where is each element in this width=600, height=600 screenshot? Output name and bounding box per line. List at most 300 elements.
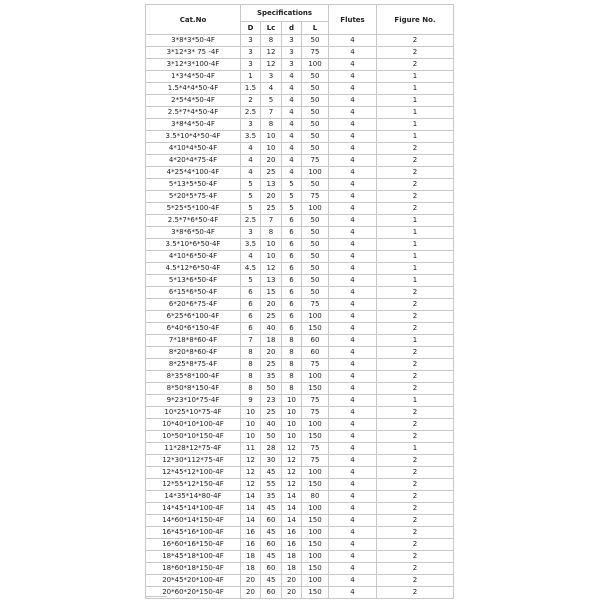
d-cell: 10 — [241, 431, 261, 443]
flutes-cell: 4 — [329, 383, 377, 395]
d-cell: 3 — [241, 47, 261, 59]
d-shank-cell: 18 — [282, 563, 302, 575]
lc-cell: 5 — [261, 95, 282, 107]
table-row — [146, 287, 454, 299]
flutes-cell: 4 — [329, 587, 377, 599]
l-cell: 150 — [302, 539, 329, 551]
d-shank-cell: 8 — [282, 359, 302, 371]
flutes-cell: 4 — [329, 35, 377, 47]
cat-no-cell: 3.5*10*6*50-4F — [146, 239, 241, 251]
d-cell: 2.5 — [241, 215, 261, 227]
table-body — [146, 35, 454, 599]
header-flutes: Flutes — [329, 5, 377, 35]
figure-no-cell: 1 — [377, 335, 454, 347]
flutes-cell: 4 — [329, 107, 377, 119]
d-cell: 5 — [241, 275, 261, 287]
flutes-cell: 4 — [329, 479, 377, 491]
l-cell: 150 — [302, 587, 329, 599]
d-shank-cell: 4 — [282, 95, 302, 107]
flutes-cell: 4 — [329, 179, 377, 191]
d-shank-cell: 10 — [282, 431, 302, 443]
cat-no-cell: 14*60*14*150-4F — [146, 515, 241, 527]
cat-no-cell: 8*50*8*150-4F — [146, 383, 241, 395]
lc-cell: 45 — [261, 527, 282, 539]
d-shank-cell: 14 — [282, 515, 302, 527]
d-cell: 16 — [241, 539, 261, 551]
flutes-cell: 4 — [329, 467, 377, 479]
l-cell: 50 — [302, 287, 329, 299]
d-shank-cell: 6 — [282, 275, 302, 287]
d-shank-cell: 18 — [282, 551, 302, 563]
flutes-cell: 4 — [329, 167, 377, 179]
figure-no-cell: 1 — [377, 443, 454, 455]
lc-cell: 13 — [261, 275, 282, 287]
cat-no-cell: 14*45*14*100-4F — [146, 503, 241, 515]
flutes-cell: 4 — [329, 95, 377, 107]
d-shank-cell: 4 — [282, 107, 302, 119]
cat-no-cell: 2*5*4*50-4F — [146, 95, 241, 107]
l-cell: 150 — [302, 323, 329, 335]
lc-cell: 10 — [261, 143, 282, 155]
d-shank-cell: 6 — [282, 251, 302, 263]
cat-no-cell: 10*25*10*75-4F — [146, 407, 241, 419]
header-specifications: Specifications — [241, 5, 329, 22]
cat-no-cell: 6*25*6*100-4F — [146, 311, 241, 323]
figure-no-cell: 1 — [377, 215, 454, 227]
l-cell: 100 — [302, 167, 329, 179]
cat-no-cell: 8*20*8*60-4F — [146, 347, 241, 359]
lc-cell: 35 — [261, 371, 282, 383]
header-d-lower: d — [282, 22, 302, 35]
d-shank-cell: 5 — [282, 179, 302, 191]
lc-cell: 25 — [261, 311, 282, 323]
flutes-cell: 4 — [329, 263, 377, 275]
lc-cell: 7 — [261, 107, 282, 119]
lc-cell: 20 — [261, 155, 282, 167]
d-cell: 20 — [241, 575, 261, 587]
lc-cell: 40 — [261, 419, 282, 431]
cat-no-cell: 18*45*18*100-4F — [146, 551, 241, 563]
flutes-cell: 4 — [329, 275, 377, 287]
lc-cell: 20 — [261, 191, 282, 203]
d-cell: 4 — [241, 155, 261, 167]
d-cell: 4 — [241, 251, 261, 263]
lc-cell: 8 — [261, 227, 282, 239]
cat-no-cell: 5*13*6*50-4F — [146, 275, 241, 287]
l-cell: 150 — [302, 383, 329, 395]
flutes-cell: 4 — [329, 335, 377, 347]
d-cell: 12 — [241, 455, 261, 467]
flutes-cell: 4 — [329, 563, 377, 575]
flutes-cell: 4 — [329, 155, 377, 167]
header-cat-no: Cat.No — [146, 5, 241, 35]
cat-no-cell: 5*13*5*50-4F — [146, 179, 241, 191]
d-cell: 3 — [241, 119, 261, 131]
d-shank-cell: 4 — [282, 83, 302, 95]
d-cell: 9 — [241, 395, 261, 407]
d-cell: 20 — [241, 587, 261, 599]
d-cell: 8 — [241, 371, 261, 383]
d-cell: 5 — [241, 191, 261, 203]
figure-no-cell: 1 — [377, 395, 454, 407]
table-row — [146, 515, 454, 527]
flutes-cell: 4 — [329, 47, 377, 59]
d-shank-cell: 12 — [282, 455, 302, 467]
l-cell: 50 — [302, 179, 329, 191]
d-shank-cell: 10 — [282, 419, 302, 431]
cat-no-cell: 8*25*8*75-4F — [146, 359, 241, 371]
table-row — [146, 407, 454, 419]
d-shank-cell: 4 — [282, 119, 302, 131]
flutes-cell: 4 — [329, 515, 377, 527]
cat-no-cell: 6*40*6*150-4F — [146, 323, 241, 335]
d-cell: 2.5 — [241, 107, 261, 119]
d-shank-cell: 20 — [282, 575, 302, 587]
d-shank-cell: 6 — [282, 263, 302, 275]
figure-no-cell: 2 — [377, 143, 454, 155]
lc-cell: 50 — [261, 383, 282, 395]
l-cell: 100 — [302, 311, 329, 323]
d-cell: 14 — [241, 491, 261, 503]
d-shank-cell: 8 — [282, 347, 302, 359]
l-cell: 50 — [302, 107, 329, 119]
flutes-cell: 4 — [329, 71, 377, 83]
flutes-cell: 4 — [329, 371, 377, 383]
l-cell: 150 — [302, 431, 329, 443]
table-row — [146, 71, 454, 83]
table-row — [146, 419, 454, 431]
flutes-cell: 4 — [329, 59, 377, 71]
d-shank-cell: 5 — [282, 203, 302, 215]
figure-no-cell: 2 — [377, 47, 454, 59]
flutes-cell: 4 — [329, 419, 377, 431]
d-shank-cell: 12 — [282, 467, 302, 479]
figure-no-cell: 1 — [377, 251, 454, 263]
table-row — [146, 119, 454, 131]
flutes-cell: 4 — [329, 443, 377, 455]
d-cell: 3.5 — [241, 239, 261, 251]
figure-no-cell: 2 — [377, 287, 454, 299]
d-cell: 2 — [241, 95, 261, 107]
l-cell: 100 — [302, 503, 329, 515]
figure-no-cell: 2 — [377, 167, 454, 179]
lc-cell: 7 — [261, 215, 282, 227]
figure-no-cell: 2 — [377, 419, 454, 431]
lc-cell: 60 — [261, 515, 282, 527]
d-shank-cell: 4 — [282, 167, 302, 179]
lc-cell: 55 — [261, 479, 282, 491]
flutes-cell: 4 — [329, 239, 377, 251]
l-cell: 75 — [302, 455, 329, 467]
table-row — [146, 539, 454, 551]
l-cell: 75 — [302, 155, 329, 167]
lc-cell: 10 — [261, 239, 282, 251]
d-shank-cell: 8 — [282, 383, 302, 395]
cat-no-cell: 4*10*6*50-4F — [146, 251, 241, 263]
lc-cell: 25 — [261, 167, 282, 179]
cat-no-cell: 14*35*14*80-4F — [146, 491, 241, 503]
d-shank-cell: 3 — [282, 47, 302, 59]
lc-cell: 4 — [261, 83, 282, 95]
cat-no-cell: 6*20*6*75-4F — [146, 299, 241, 311]
cat-no-cell: 10*40*10*100-4F — [146, 419, 241, 431]
header-lc: Lc — [261, 22, 282, 35]
cat-no-cell: 16*60*16*150-4F — [146, 539, 241, 551]
cat-no-cell: 20*60*20*150-4F — [146, 587, 241, 599]
table-row — [146, 371, 454, 383]
lc-cell: 45 — [261, 503, 282, 515]
table-row — [146, 431, 454, 443]
flutes-cell: 4 — [329, 395, 377, 407]
flutes-cell: 4 — [329, 551, 377, 563]
d-cell: 14 — [241, 515, 261, 527]
d-cell: 11 — [241, 443, 261, 455]
figure-no-cell: 2 — [377, 359, 454, 371]
figure-no-cell: 2 — [377, 455, 454, 467]
d-cell: 3 — [241, 59, 261, 71]
d-cell: 5 — [241, 203, 261, 215]
lc-cell: 30 — [261, 455, 282, 467]
l-cell: 100 — [302, 59, 329, 71]
d-shank-cell: 8 — [282, 335, 302, 347]
d-cell: 6 — [241, 299, 261, 311]
d-cell: 8 — [241, 359, 261, 371]
table-row — [146, 239, 454, 251]
d-cell: 14 — [241, 503, 261, 515]
figure-no-cell: 1 — [377, 83, 454, 95]
lc-cell: 23 — [261, 395, 282, 407]
l-cell: 50 — [302, 263, 329, 275]
table-row — [146, 491, 454, 503]
cat-no-cell: 20*45*20*100-4F — [146, 575, 241, 587]
d-cell: 8 — [241, 347, 261, 359]
flutes-cell: 4 — [329, 539, 377, 551]
d-shank-cell: 16 — [282, 539, 302, 551]
flutes-cell: 4 — [329, 503, 377, 515]
table-row — [146, 503, 454, 515]
l-cell: 100 — [302, 551, 329, 563]
d-cell: 18 — [241, 563, 261, 575]
table-row — [146, 527, 454, 539]
table-row — [146, 167, 454, 179]
d-shank-cell: 12 — [282, 479, 302, 491]
table-row — [146, 35, 454, 47]
table-row — [146, 455, 454, 467]
d-cell: 10 — [241, 407, 261, 419]
l-cell: 75 — [302, 359, 329, 371]
table-row — [146, 251, 454, 263]
l-cell: 75 — [302, 191, 329, 203]
d-cell: 4 — [241, 167, 261, 179]
figure-no-cell: 2 — [377, 527, 454, 539]
l-cell: 100 — [302, 467, 329, 479]
d-cell: 6 — [241, 323, 261, 335]
table-row — [146, 83, 454, 95]
flutes-cell: 4 — [329, 83, 377, 95]
lc-cell: 60 — [261, 563, 282, 575]
flutes-cell: 4 — [329, 251, 377, 263]
figure-no-cell: 2 — [377, 575, 454, 587]
table-row — [146, 155, 454, 167]
lc-cell: 15 — [261, 287, 282, 299]
figure-no-cell: 2 — [377, 179, 454, 191]
d-shank-cell: 6 — [282, 287, 302, 299]
table-row — [146, 311, 454, 323]
d-cell: 1.5 — [241, 83, 261, 95]
d-shank-cell: 6 — [282, 215, 302, 227]
lc-cell: 20 — [261, 347, 282, 359]
d-cell: 16 — [241, 527, 261, 539]
cat-no-cell: 4*10*4*50-4F — [146, 143, 241, 155]
lc-cell: 25 — [261, 407, 282, 419]
d-shank-cell: 14 — [282, 503, 302, 515]
l-cell: 80 — [302, 491, 329, 503]
lc-cell: 25 — [261, 203, 282, 215]
d-shank-cell: 6 — [282, 311, 302, 323]
d-shank-cell: 6 — [282, 227, 302, 239]
d-shank-cell: 4 — [282, 71, 302, 83]
flutes-cell: 4 — [329, 359, 377, 371]
figure-no-cell: 2 — [377, 203, 454, 215]
table-row — [146, 335, 454, 347]
l-cell: 50 — [302, 83, 329, 95]
lc-cell: 28 — [261, 443, 282, 455]
cat-no-cell: 4*25*4*100-4F — [146, 167, 241, 179]
cat-no-cell: 5*25*5*100-4F — [146, 203, 241, 215]
figure-no-cell: 1 — [377, 71, 454, 83]
d-shank-cell: 6 — [282, 299, 302, 311]
l-cell: 50 — [302, 239, 329, 251]
l-cell: 50 — [302, 215, 329, 227]
cat-no-cell: 2.5*7*4*50-4F — [146, 107, 241, 119]
lc-cell: 60 — [261, 539, 282, 551]
l-cell: 50 — [302, 143, 329, 155]
d-shank-cell: 5 — [282, 191, 302, 203]
cat-no-cell: 3*12*3*100-4F — [146, 59, 241, 71]
lc-cell: 12 — [261, 59, 282, 71]
flutes-cell: 4 — [329, 215, 377, 227]
l-cell: 100 — [302, 203, 329, 215]
l-cell: 100 — [302, 527, 329, 539]
flutes-cell: 4 — [329, 407, 377, 419]
flutes-cell: 4 — [329, 119, 377, 131]
table-row — [146, 383, 454, 395]
l-cell: 50 — [302, 275, 329, 287]
figure-no-cell: 2 — [377, 467, 454, 479]
l-cell: 50 — [302, 131, 329, 143]
footer-divider — [145, 596, 167, 597]
d-shank-cell: 6 — [282, 239, 302, 251]
flutes-cell: 4 — [329, 143, 377, 155]
figure-no-cell: 2 — [377, 539, 454, 551]
cat-no-cell: 6*15*6*50-4F — [146, 287, 241, 299]
figure-no-cell: 1 — [377, 131, 454, 143]
cat-no-cell: 12*45*12*100-4F — [146, 467, 241, 479]
d-shank-cell: 12 — [282, 443, 302, 455]
figure-no-cell: 2 — [377, 299, 454, 311]
d-cell: 6 — [241, 287, 261, 299]
table-row — [146, 275, 454, 287]
cat-no-cell: 7*18*8*60-4F — [146, 335, 241, 347]
figure-no-cell: 2 — [377, 383, 454, 395]
l-cell: 50 — [302, 251, 329, 263]
figure-no-cell: 1 — [377, 263, 454, 275]
d-cell: 4 — [241, 143, 261, 155]
cat-no-cell: 1.5*4*4*50-4F — [146, 83, 241, 95]
l-cell: 150 — [302, 479, 329, 491]
d-shank-cell: 4 — [282, 143, 302, 155]
table-row — [146, 107, 454, 119]
table-row — [146, 575, 454, 587]
lc-cell: 45 — [261, 467, 282, 479]
d-cell: 6 — [241, 311, 261, 323]
d-cell: 3 — [241, 35, 261, 47]
d-shank-cell: 4 — [282, 155, 302, 167]
flutes-cell: 4 — [329, 191, 377, 203]
figure-no-cell: 2 — [377, 563, 454, 575]
d-shank-cell: 10 — [282, 407, 302, 419]
d-cell: 7 — [241, 335, 261, 347]
d-cell: 10 — [241, 419, 261, 431]
l-cell: 50 — [302, 227, 329, 239]
d-shank-cell: 8 — [282, 371, 302, 383]
figure-no-cell: 1 — [377, 107, 454, 119]
table-row — [146, 131, 454, 143]
lc-cell: 12 — [261, 47, 282, 59]
cat-no-cell: 3*8*3*50-4F — [146, 35, 241, 47]
figure-no-cell: 1 — [377, 119, 454, 131]
table-row — [146, 47, 454, 59]
flutes-cell: 4 — [329, 203, 377, 215]
lc-cell: 13 — [261, 179, 282, 191]
l-cell: 150 — [302, 563, 329, 575]
lc-cell: 10 — [261, 251, 282, 263]
d-cell: 12 — [241, 467, 261, 479]
flutes-cell: 4 — [329, 287, 377, 299]
d-shank-cell: 3 — [282, 59, 302, 71]
flutes-cell: 4 — [329, 311, 377, 323]
lc-cell: 12 — [261, 263, 282, 275]
table-row — [146, 263, 454, 275]
cat-no-cell: 16*45*16*100-4F — [146, 527, 241, 539]
flutes-cell: 4 — [329, 527, 377, 539]
cat-no-cell: 5*20*5*75-4F — [146, 191, 241, 203]
d-cell: 3.5 — [241, 131, 261, 143]
table-row — [146, 227, 454, 239]
l-cell: 75 — [302, 443, 329, 455]
l-cell: 75 — [302, 47, 329, 59]
lc-cell: 18 — [261, 335, 282, 347]
cat-no-cell: 3*8*4*50-4F — [146, 119, 241, 131]
cat-no-cell: 11*28*12*75-4F — [146, 443, 241, 455]
l-cell: 75 — [302, 299, 329, 311]
figure-no-cell: 2 — [377, 311, 454, 323]
l-cell: 100 — [302, 419, 329, 431]
lc-cell: 45 — [261, 575, 282, 587]
d-shank-cell: 3 — [282, 35, 302, 47]
d-cell: 4.5 — [241, 263, 261, 275]
l-cell: 60 — [302, 347, 329, 359]
l-cell: 150 — [302, 515, 329, 527]
lc-cell: 8 — [261, 35, 282, 47]
lc-cell: 8 — [261, 119, 282, 131]
d-cell: 3 — [241, 227, 261, 239]
table-row — [146, 179, 454, 191]
figure-no-cell: 2 — [377, 551, 454, 563]
figure-no-cell: 1 — [377, 275, 454, 287]
l-cell: 75 — [302, 407, 329, 419]
l-cell: 50 — [302, 119, 329, 131]
